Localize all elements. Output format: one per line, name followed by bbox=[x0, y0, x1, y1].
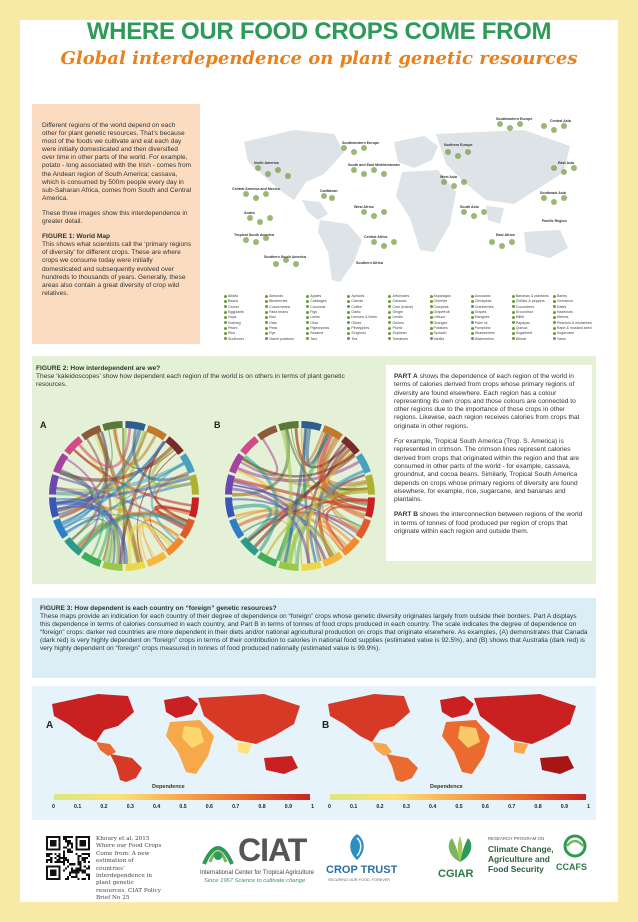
legend-item: Coconuts bbox=[306, 305, 347, 310]
legend-item: Sesame bbox=[306, 331, 347, 336]
scale-tick: 0.1 bbox=[74, 804, 82, 810]
region-label: West Africa bbox=[354, 205, 374, 209]
legend-item: Grapefruit bbox=[430, 310, 471, 315]
figure3-body: These maps provide an indication for each country of their degree of dependence on “foreign” crops whose genetic diversity originates largely from outside their borders. Part A displays this dependence in terms of calories consumed in each country, and Part B in terms of tonnes of food crops produced in each country. The scale indicates the degree of dependence on “foreign” crops: darker red countries are more dependent in their diets and/or national agricultural production on crops that originate elsewhere. As examples, (A) demonstrates that Canada (dark red) is very highly dependent on “foreign” crops in terms of their contribution to calories in national food supplies (estimated value is 92.5%), and (B) shows that Australia (dark red) is very highly dependent on “foreign” crops measured in tonnes of food produced nationally (estimated value is 99.9%). bbox=[40, 613, 588, 653]
chord-arc bbox=[146, 425, 167, 440]
chord-arc bbox=[53, 453, 68, 474]
chord-arc bbox=[189, 497, 199, 517]
legend-item: Yams bbox=[553, 337, 594, 342]
region-label: West Asia bbox=[440, 175, 457, 179]
legend-item: Leeks bbox=[306, 315, 347, 320]
legend-item: Blueberries bbox=[265, 299, 306, 304]
legend-item: Quinoa bbox=[512, 326, 553, 331]
scale-tick: 0.4 bbox=[429, 804, 437, 810]
dependence-scale-a bbox=[54, 794, 310, 800]
legend-item: Pears bbox=[224, 326, 265, 331]
region-label: North America bbox=[254, 161, 279, 165]
legend-item: Cucumbers bbox=[512, 305, 553, 310]
legend-item: Cowpeas bbox=[430, 305, 471, 310]
legend-item: Hops bbox=[224, 315, 265, 320]
scale-tick: 0.5 bbox=[179, 804, 187, 810]
legend-item: Vanilla bbox=[430, 337, 471, 342]
footer bbox=[32, 830, 596, 902]
ccafs-program-label: RESEARCH PROGRAM ON bbox=[488, 836, 545, 841]
legend-item: Oranges bbox=[430, 321, 471, 326]
legend-item: Apples bbox=[306, 294, 347, 299]
crop-trust-logo-icon bbox=[340, 832, 374, 862]
region-label: Andes bbox=[244, 211, 255, 215]
partA-example: For example, Tropical South America (Trop. S. America) is represented in crimson. The crimson lines represent calories derived from crops that originated within the region and that are consumed in other parts of the world - for example, cassava, groundnut, and cocoa beans. Similarly, Tropical South America depends on crops whose primary regions of diversity are found elsewhere, for example, rice, sugarcane, and bananas and plantains. bbox=[394, 438, 580, 504]
legend-item: Avocados bbox=[471, 294, 512, 299]
scale-tick: 0.2 bbox=[100, 804, 108, 810]
region-label: Caribbean bbox=[320, 189, 338, 193]
citation: Khoury et al. 2015 Where our Food Crops Come from: A new estimation of countries’ interdependence in plant genetic resources. CIAT Policy Brief No 25 bbox=[96, 836, 162, 902]
chord-arc bbox=[301, 561, 321, 571]
legend-item: Sorghum bbox=[347, 331, 388, 336]
world-map bbox=[224, 112, 586, 290]
chord-arc bbox=[81, 552, 102, 567]
legend-item: Peaches & nectarines bbox=[553, 321, 594, 326]
world-map-panel bbox=[218, 104, 596, 344]
chord-diagrams bbox=[38, 412, 382, 580]
chord-arc bbox=[240, 436, 259, 455]
region-label: Central America and Mexico bbox=[232, 187, 280, 191]
scale-tick: 1 bbox=[587, 804, 590, 810]
scale-ticks-b bbox=[328, 804, 590, 810]
figure2-caption bbox=[36, 365, 356, 390]
legend-item: Pumpkins bbox=[471, 326, 512, 331]
figure2-panel bbox=[32, 356, 596, 584]
legend-item: Soybean bbox=[388, 331, 429, 336]
scale-tick: 0.7 bbox=[508, 804, 516, 810]
crop-trust-subtitle: SECURING OUR FOOD, FOREVER bbox=[328, 878, 391, 882]
region-label: Southwestern Europe bbox=[342, 141, 380, 145]
scale-tick: 0.1 bbox=[350, 804, 358, 810]
legend-item: Ginger bbox=[388, 310, 429, 315]
ciat-tagline bbox=[204, 878, 305, 884]
ciat-logo-icon bbox=[200, 834, 236, 868]
scale-ticks-a bbox=[52, 804, 314, 810]
chord-arc bbox=[229, 518, 244, 539]
region-label: Southeastern Europe bbox=[496, 117, 533, 121]
legend-item: Tomatoes bbox=[388, 337, 429, 342]
region-label: Southern Africa bbox=[356, 261, 383, 265]
legend-item: Wheat bbox=[512, 337, 553, 342]
scale-tick: 0.9 bbox=[560, 804, 568, 810]
legend-item: Barley bbox=[553, 294, 594, 299]
region-label: East Africa bbox=[496, 233, 515, 237]
region-label: Southeast Asia bbox=[540, 191, 566, 195]
legend-item: Hazelnuts bbox=[553, 310, 594, 315]
legend-item: Cocoa beans bbox=[265, 305, 306, 310]
scale-title-a: Dependence bbox=[152, 784, 185, 790]
legend-item: Sugarbeet bbox=[512, 331, 553, 336]
dependence-scale-b bbox=[330, 794, 586, 800]
legend-item: Papayas bbox=[512, 321, 553, 326]
legend-item: Chickpeas bbox=[471, 299, 512, 304]
legend-item: Onions bbox=[388, 321, 429, 326]
legend-item: Eggplants bbox=[224, 310, 265, 315]
legend-item: Lemons & limes bbox=[347, 315, 388, 320]
figure3-caption bbox=[32, 598, 596, 678]
region-label: Central Africa bbox=[364, 235, 388, 239]
legend-item: Figs bbox=[306, 310, 347, 315]
legend-item: Pineapples bbox=[347, 326, 388, 331]
legend-item: Almonds bbox=[265, 294, 306, 299]
legend-item: Strawberries bbox=[471, 331, 512, 336]
legend-item: Taro bbox=[306, 337, 347, 342]
crop-legend bbox=[224, 294, 594, 342]
region-label: Southern South America bbox=[264, 255, 306, 259]
legend-item: Millet bbox=[512, 315, 553, 320]
legend-item: Cherries bbox=[430, 299, 471, 304]
partB-paragraph bbox=[394, 511, 586, 536]
legend-item: Grapes bbox=[471, 310, 512, 315]
scale-tick: 0.3 bbox=[126, 804, 134, 810]
dependence-maps-panel bbox=[32, 686, 596, 820]
legend-item: Mangoes bbox=[471, 315, 512, 320]
legend-item: Beans bbox=[224, 299, 265, 304]
intro-paragraph-2: These three images show this interdependence in greater detail. bbox=[42, 209, 188, 226]
chord-arc bbox=[102, 421, 122, 431]
legend-item: Sweet potatoes bbox=[265, 337, 306, 342]
legend-item: Okra bbox=[306, 321, 347, 326]
scale-tick: 1 bbox=[311, 804, 314, 810]
legend-item: Cinnamon bbox=[553, 299, 594, 304]
partA-paragraph bbox=[394, 373, 586, 431]
dependence-map-a bbox=[38, 686, 314, 782]
scale-tick: 0.6 bbox=[481, 804, 489, 810]
ciat-since: Since 1967 bbox=[204, 878, 235, 884]
scale-tick: 0.3 bbox=[402, 804, 410, 810]
legend-item: Peas bbox=[265, 326, 306, 331]
region-label: Central Asia bbox=[550, 119, 571, 123]
region-label: South Asia bbox=[460, 205, 479, 209]
scale-title-b: Dependence bbox=[430, 784, 463, 790]
scale-tick: 0 bbox=[52, 804, 55, 810]
legend-item: Spinach bbox=[430, 331, 471, 336]
region-label: East Asia bbox=[558, 161, 575, 165]
legend-item: Rye bbox=[265, 331, 306, 336]
legend-item: Cranberries bbox=[471, 305, 512, 310]
legend-item: Lentils bbox=[388, 315, 429, 320]
region-label: Pacific Region bbox=[542, 219, 567, 223]
chord-arc bbox=[257, 425, 278, 440]
legend-item: Olives bbox=[347, 321, 388, 326]
chord-arc bbox=[146, 552, 167, 567]
scale-tick: 0.9 bbox=[284, 804, 292, 810]
legend-item: Apricots bbox=[347, 294, 388, 299]
cgiar-logo-icon bbox=[442, 834, 478, 864]
legend-item: Chillies & peppers bbox=[512, 299, 553, 304]
ccafs-logo: CCAFS bbox=[556, 862, 587, 872]
legend-item: Kiwi bbox=[265, 315, 306, 320]
legend-item: Tea bbox=[347, 337, 388, 342]
partA-lead: PART A bbox=[394, 373, 418, 380]
partB-body: shows the interconnection between regions of the world in terms of tonnes of food produced per region of crops that originate within each region and outside them. bbox=[394, 511, 583, 536]
legend-item: Nutmeg bbox=[224, 321, 265, 326]
legend-item: Cloves bbox=[224, 305, 265, 310]
ciat-logo: CIAT bbox=[238, 832, 307, 868]
legend-item: Oats bbox=[265, 321, 306, 326]
intro-paragraph: Different regions of the world depend on each other for plant genetic resources. That’s because most of the foods we cultivate and eat each day were initially domesticated and then diversified over time in other parts of the world. For example, potato - long associated with the Irish - comes from the Andean region of South America; cassava, which is consumed by 500m people every day in sub-Saharan Africa, comes from South and Central America. bbox=[42, 122, 192, 202]
legend-item: Rape & mustard seed bbox=[553, 326, 594, 331]
ciat-subtitle: International Center for Tropical Agriculture bbox=[200, 870, 315, 876]
legend-item: Asparagus bbox=[430, 294, 471, 299]
figure2-label-a: A bbox=[40, 420, 47, 430]
legend-item: Coffee bbox=[347, 305, 388, 310]
dependence-map-b bbox=[314, 686, 590, 782]
partA-body: shows the dependence of each region of the world in terms of calories derived from crops whose primary regions of diversity are found elsewhere. Each region has a colour representing its own crops and those colours are connected to other regions due to the importance of those crops in other regions. Likewise, each region receives calories from crops that originate in other regions. bbox=[394, 373, 580, 430]
scale-tick: 0.4 bbox=[153, 804, 161, 810]
region-label: South and East Mediterranean bbox=[348, 163, 400, 167]
scale-tick: 0.6 bbox=[205, 804, 213, 810]
scale-tick: 0.8 bbox=[258, 804, 266, 810]
region-label: Northern Europe bbox=[444, 143, 473, 147]
scale-tick: 0.7 bbox=[232, 804, 240, 810]
figure2-title: FIGURE 2: How interdependent are we? bbox=[36, 365, 161, 372]
crop-trust-logo: CROP TRUST bbox=[326, 864, 398, 876]
legend-item: Bananas & plantains bbox=[512, 294, 553, 299]
legend-item: Garlic bbox=[347, 310, 388, 315]
ciat-tagline-text: Science to cultivate change bbox=[234, 878, 306, 884]
legend-item: Pigeonpeas bbox=[306, 326, 347, 331]
figure2-explanation bbox=[386, 365, 592, 561]
legend-item: Rice bbox=[224, 331, 265, 336]
qr-code[interactable] bbox=[46, 836, 90, 880]
legend-item: Melons bbox=[553, 315, 594, 320]
legend-item: Cabbages bbox=[306, 299, 347, 304]
legend-item: Faba beans bbox=[265, 310, 306, 315]
figure3-label-a: A bbox=[46, 720, 54, 731]
legend-item: Palm oil bbox=[471, 321, 512, 326]
ccafs-line-3: Food Security bbox=[488, 864, 544, 874]
figure2-label-b: B bbox=[214, 420, 221, 430]
scale-tick: 0.8 bbox=[534, 804, 542, 810]
scale-tick: 0.5 bbox=[455, 804, 463, 810]
scale-tick: 0.2 bbox=[376, 804, 384, 810]
legend-item: Carrots bbox=[347, 299, 388, 304]
legend-item: Sugarcane bbox=[553, 331, 594, 336]
figure1-body: This shows what scientists call the ‘primary regions of diversity’ for different crops. These are where crops we consume today were initially domesticated and subsequently evolved over hundreds to thousands of years. Generally, these areas also contain a great diversity of crop wild relatives. bbox=[42, 241, 192, 297]
scale-tick: 0 bbox=[328, 804, 331, 810]
legend-item: Groundnut bbox=[512, 310, 553, 315]
legend-item: Potatoes bbox=[430, 326, 471, 331]
legend-item: Alfalfa bbox=[224, 294, 265, 299]
ccafs-line-2: Agriculture and bbox=[488, 854, 550, 864]
region-label: Tropical South America bbox=[234, 233, 275, 237]
legend-item: Artichokes bbox=[388, 294, 429, 299]
cgiar-logo: CGIAR bbox=[438, 868, 474, 880]
legend-item: Dates bbox=[553, 305, 594, 310]
chord-arc bbox=[356, 518, 371, 539]
figure1-caption bbox=[42, 233, 192, 298]
page-subtitle: Global interdependence on plant genetic resources bbox=[60, 48, 578, 69]
legend-item: Sunflower bbox=[224, 337, 265, 342]
page-title: WHERE OUR FOOD CROPS COME FROM bbox=[86, 18, 552, 45]
figure3-label-b: B bbox=[322, 720, 330, 731]
legend-item: Corn (maize) bbox=[388, 305, 429, 310]
legend-item: Cassava bbox=[388, 299, 429, 304]
figure3-title: FIGURE 3: How dependent is each country on “foreign” genetic resources? bbox=[40, 605, 277, 612]
intro-panel bbox=[32, 104, 200, 344]
legend-item: Watermelon bbox=[471, 337, 512, 342]
partB-lead: PART B bbox=[394, 511, 419, 519]
figure1-title: FIGURE 1: World Map bbox=[42, 233, 111, 241]
ccafs-logo-icon bbox=[562, 834, 588, 858]
legend-item: Lettuce bbox=[430, 315, 471, 320]
figure2-body: These ‘kaleidoscopes’ show how dependent each region of the world is on others in terms of plant genetic resources. bbox=[36, 373, 345, 389]
ccafs-line-1: Climate Change, bbox=[488, 844, 554, 854]
legend-item: Plums bbox=[388, 326, 429, 331]
